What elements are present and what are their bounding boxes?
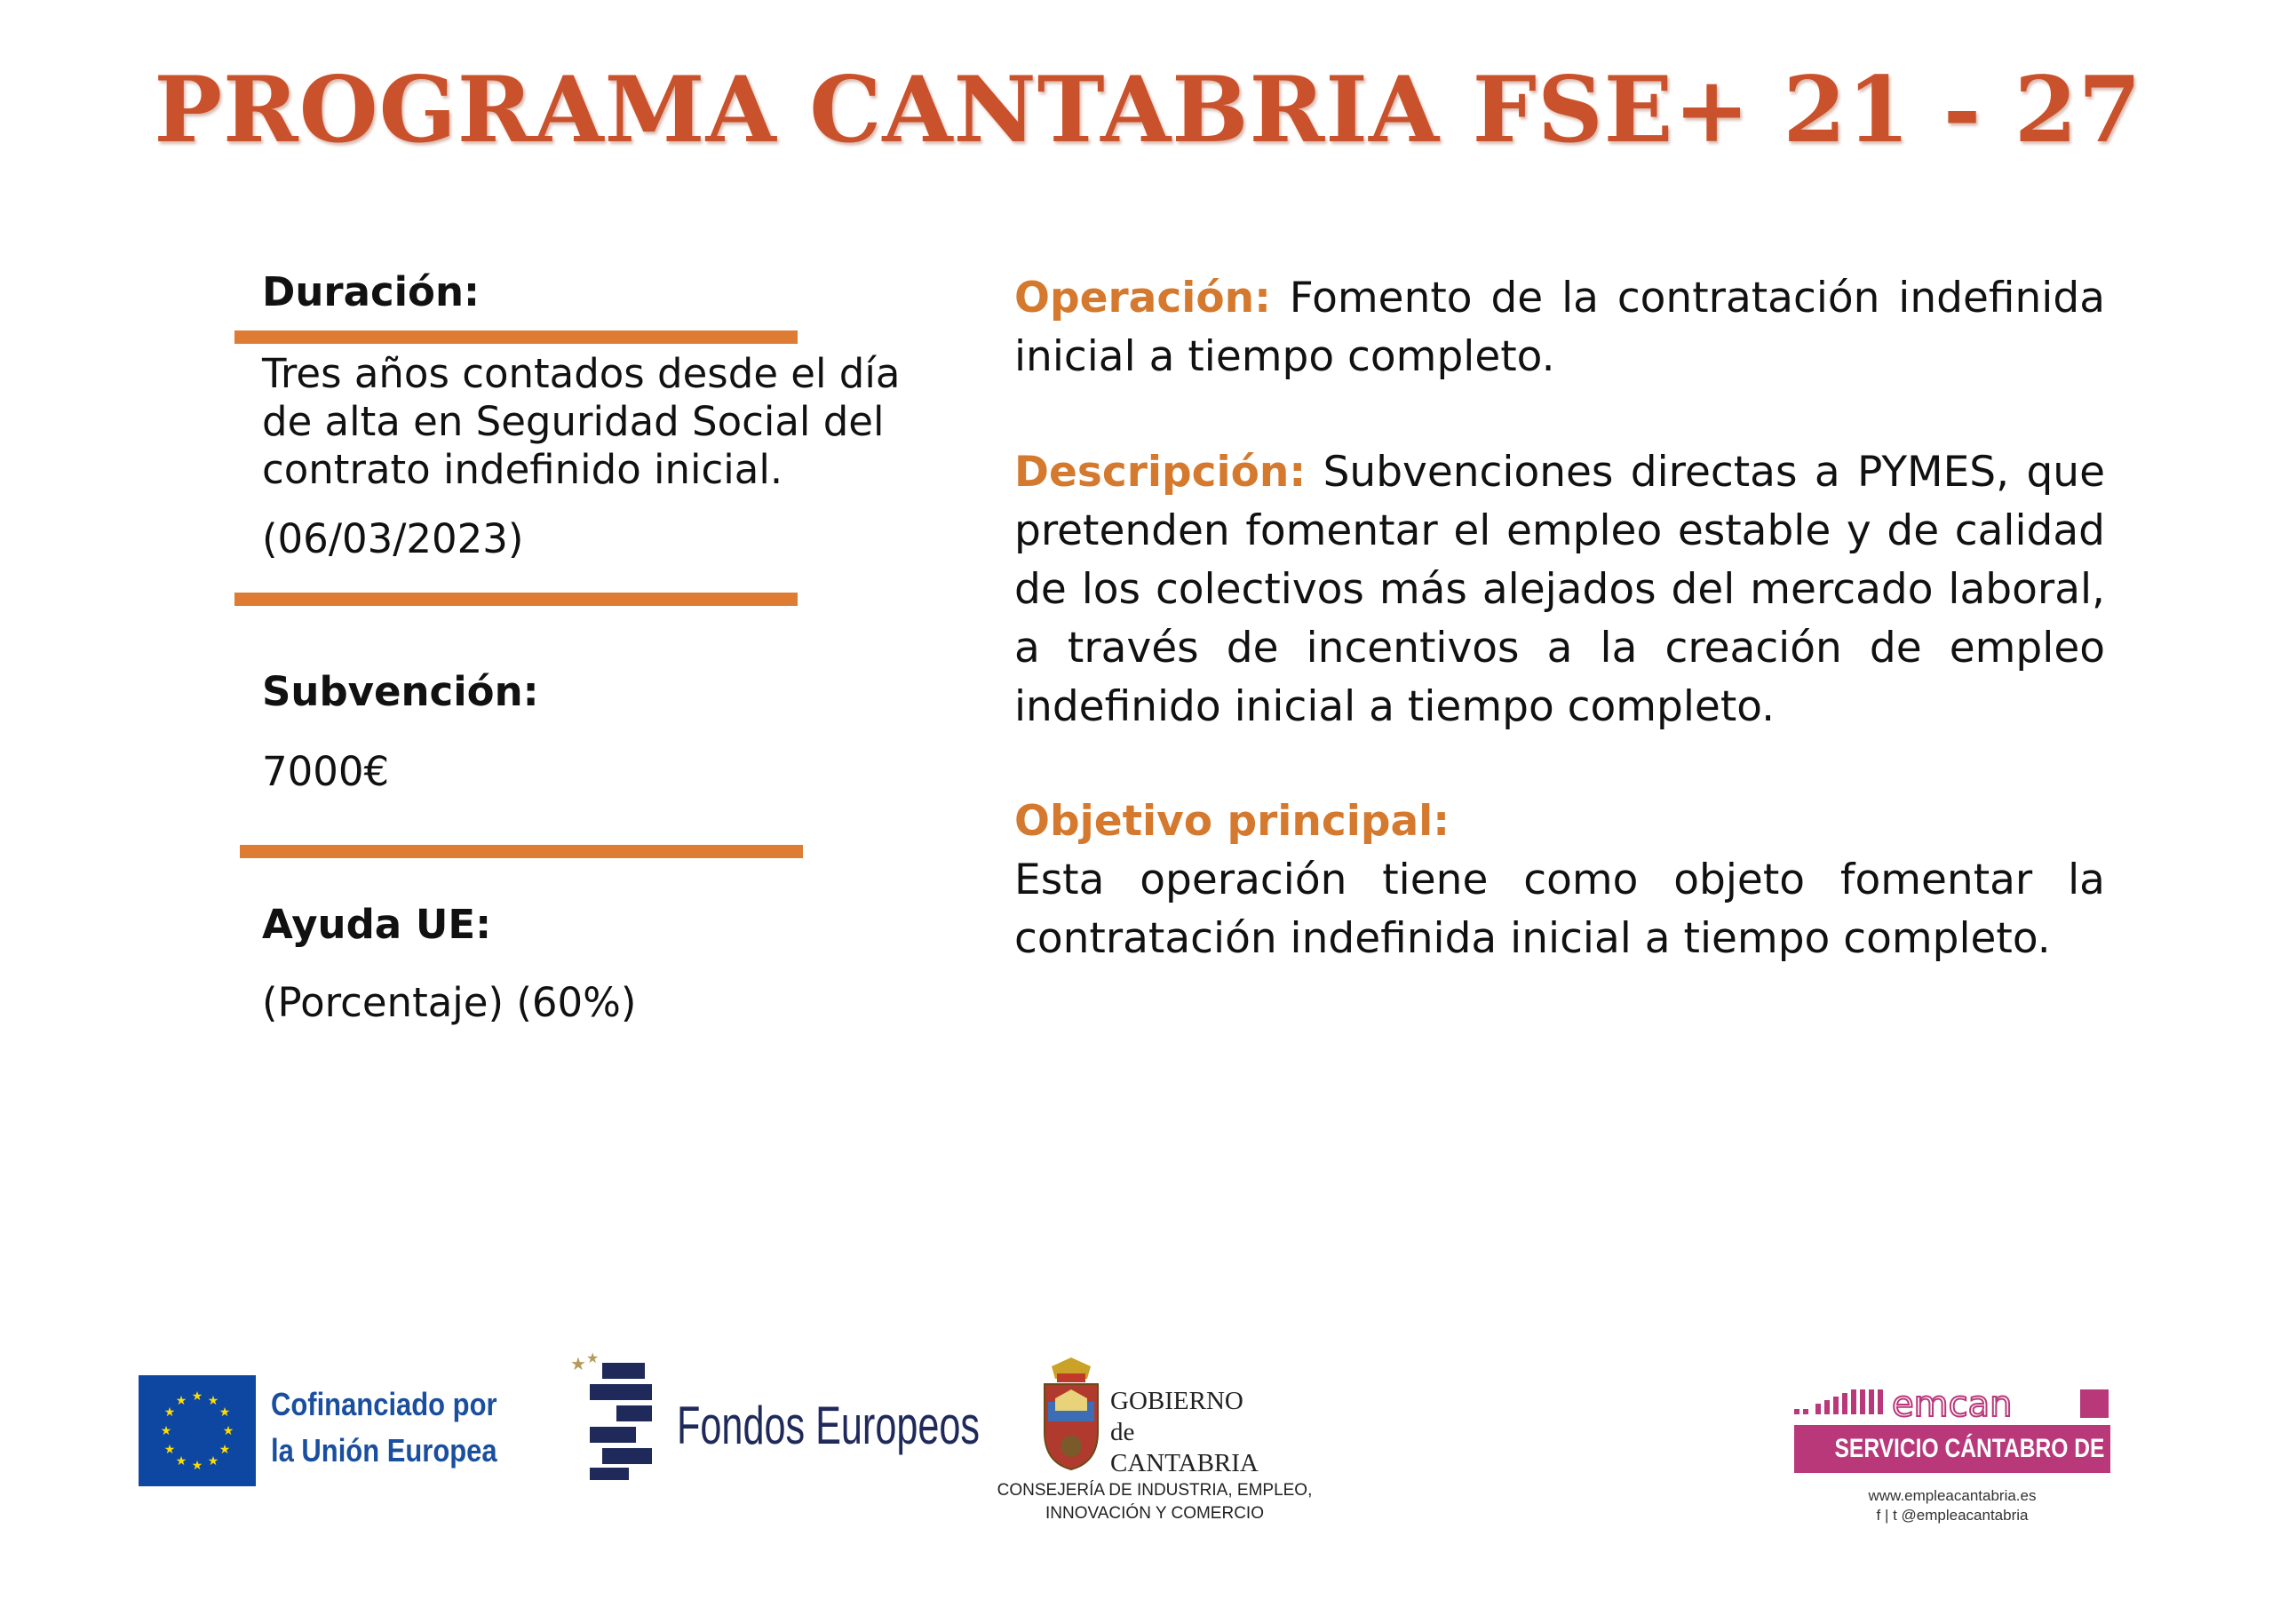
emcan-contact [1794,1486,2110,1525]
emcan-social-handle[interactable]: f | t @empleacantabria [1876,1507,2029,1524]
svg-text:★: ★ [207,1394,219,1408]
ayuda-label: Ayuda UE: [262,901,492,948]
svg-text:★: ★ [191,1459,203,1473]
descripcion-text: Subvenciones directas a PYMES, que pretenden fomentar el empleo estable y de calidad de los colectivos más alejados del mercado laboral, a través de incentivos a la creación de empleo indefinido inicial a tiempo completo. [1014,448,2105,731]
descripcion-label: Descripción: [1014,448,1307,497]
eu-flag-icon [139,1375,256,1486]
operacion-block [1014,269,2105,386]
duracion-label: Duración: [262,268,480,315]
descripcion-block [1014,443,2105,736]
svg-text:★: ★ [163,1405,176,1420]
emcan-website-link[interactable]: www.empleacantabria.es [1868,1487,2037,1504]
objetivo-block [1014,792,2105,968]
svg-text:★: ★ [222,1424,234,1438]
ayuda-value: (Porcentaje) (60%) [262,979,637,1026]
svg-text:★: ★ [218,1443,231,1457]
subvencion-label: Subvención: [262,668,539,715]
svg-text:★: ★ [175,1454,187,1469]
page-title: PROGRAMA CANTABRIA FSE+ 21 - 27 [154,57,2142,163]
svg-text:★: ★ [175,1394,187,1408]
eu-line1: Cofinanciado por [271,1386,497,1422]
consejeria-text [977,1479,1332,1525]
fondos-europeos-text: Fondos Europeos [677,1396,981,1455]
gob-line3: CANTABRIA [1110,1449,1259,1477]
gob-line2: de [1110,1418,1135,1446]
objetivo-text: Esta operación tiene como objeto fomentar la contratación indefinida inicial a tiempo completo. [1014,856,2105,963]
emcan-logo-icon [1794,1384,2110,1425]
eu-cofinanciado-text [271,1381,497,1474]
subvencion-value: 7000€ [262,748,390,795]
emcan-banner-text: SERVICIO CÁNTABRO DE EMPLEO [1834,1434,2204,1463]
svg-text:★: ★ [207,1454,219,1469]
duracion-date: (06/03/2023) [262,515,524,562]
consejeria-line1: CONSEJERÍA DE INDUSTRIA, EMPLEO, [997,1481,1313,1500]
emcan-banner [1794,1425,2204,1473]
operacion-text: Fomento de la contratación indefinida inicial a tiempo completo. [1014,274,2105,381]
duracion-text: Tres años contados desde el día de alta en Seguridad Social del contrato indefinido inicial. [262,350,901,493]
divider-bar [240,845,803,858]
svg-text:★: ★ [163,1443,176,1457]
eu-line2: la Unión Europea [271,1432,497,1469]
svg-text:★: ★ [570,1353,586,1374]
svg-text:★: ★ [160,1424,172,1438]
consejeria-line2: INNOVACIÓN Y COMERCIO [1045,1504,1264,1523]
svg-text:★: ★ [586,1349,600,1366]
svg-text:★: ★ [191,1389,203,1404]
operacion-label: Operación: [1014,274,1271,322]
objetivo-label: Objetivo principal: [1014,797,1450,846]
emcan-word: emcan [1892,1384,2013,1425]
gob-line1: GOBIERNO [1110,1387,1243,1415]
svg-text:★: ★ [218,1405,231,1420]
fondos-europeos-logo-icon [567,1350,664,1484]
cantabria-shield-icon [1039,1357,1103,1471]
gobierno-cantabria-text [1110,1386,1259,1479]
divider-bar [234,593,798,606]
divider-bar [234,330,798,344]
